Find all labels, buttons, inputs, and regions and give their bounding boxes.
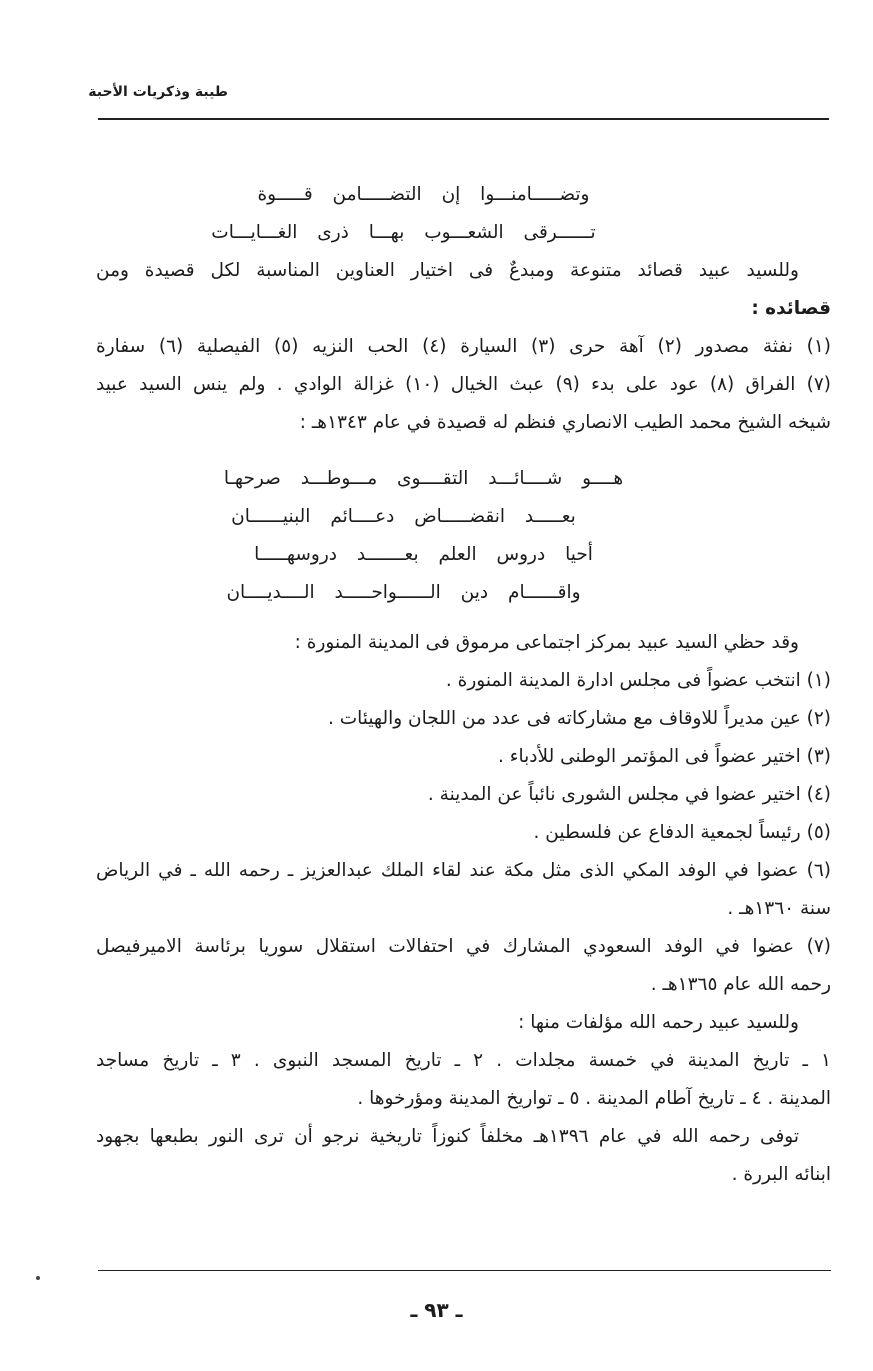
verse1-line1: وتضـــــامنـــوا إن التضـــــامن قـــــوة — [257, 184, 590, 205]
header-rule — [98, 118, 829, 120]
social-item-7: (٧) عضوا في الوفد السعودي المشارك في احتفالات استقلال سوريا برئاسة الاميرفيصل — [96, 936, 831, 957]
social-item-6: (٦) عضوا في الوفد المكي الذى مثل مكة عند لقاء الملك عبدالعزيز ـ رحمه الله ـ في الرياض — [96, 860, 831, 881]
intro-line: قصائده : — [751, 298, 831, 319]
body-text — [96, 176, 831, 1194]
verse2-line: واقــــــام دين الــــــواحـــــد الــــديــــان — [226, 582, 581, 603]
death-line: ابنائه البررة . — [731, 1164, 831, 1185]
social-item: (٣) اختير عضواً فى المؤتمر الوطنى للأدباء . — [498, 746, 831, 767]
works-intro: وللسيد عبيد رحمه الله مؤلفات منها : — [518, 1012, 799, 1033]
verse2-line: هــــو شــــائـــد التقــــوى مـــوطـــد صرحهـا — [223, 468, 624, 489]
works-list-line: ١ ـ تاريخ المدينة في خمسة مجلدات . ٢ ـ تاريخ المسجد النبوى . ٣ ـ تاريخ مساجد — [96, 1050, 831, 1071]
poems-list-line: (٧) الفراق (٨) عود على بدء (٩) عبث الخيال (١٠) غزالة الوادي . ولم ينس السيد عبيد — [96, 374, 831, 395]
works-list-line: المدينة . ٤ ـ تاريخ آطام المدينة . ٥ ـ تواريخ المدينة ومؤرخوها . — [357, 1088, 831, 1109]
death-line: توفى رحمه الله في عام ١٣٩٦هـ مخلفاً كنوزاً تاريخية نرجو أن ترى النور بطبعها بجهود — [96, 1126, 799, 1147]
spacer — [96, 442, 831, 460]
social-intro: وقد حظي السيد عبيد بمركز اجتماعى مرموق فى المدينة المنورة : — [294, 632, 799, 653]
social-item: (٢) عين مديراً للاوقاف مع مشاركاته فى عدد من اللجان والهيئات . — [327, 708, 831, 729]
verse1-line2: تــــــرقى الشعـــوب بهـــا ذرى الغـــايـــات — [211, 222, 596, 243]
poems-list-line: شيخه الشيخ محمد الطيب الانصاري فنظم له قصيدة في عام ١٣٤٣هـ : — [299, 412, 831, 433]
social-item: (٥) رئيساً لجمعية الدفاع عن فلسطين . — [533, 822, 831, 843]
intro-line: وللسيد عبيد قصائد متنوعة ومبدعٌ فى اختيار العناوين المناسبة لكل قصيدة ومن — [96, 260, 799, 281]
page-number: ـ ٩٣ ـ — [410, 1298, 463, 1322]
running-header: طيبة وذكريات الأحبة — [88, 84, 228, 100]
ink-speck — [36, 1276, 40, 1280]
verse2-line: أحيا دروس العلم بعـــــــد دروسهـــــا — [254, 544, 593, 565]
social-item: (١) انتخب عضواً فى مجلس ادارة المدينة المنورة . — [445, 670, 831, 691]
spacer — [96, 612, 831, 624]
poems-list-line: (١) نفثة مصدور (٢) آهة حرى (٣) السيارة (٤) الحب النزيه (٥) الفيصلية (٦) سفارة — [96, 336, 831, 357]
social-item-7-cont: رحمه الله عام ١٣٦٥هـ . — [650, 974, 831, 995]
footer-rule — [98, 1270, 831, 1271]
verse2-line: بعـــــد انقضـــــاض دعــــائم البنيــــــان — [231, 506, 576, 527]
social-item: (٤) اختير عضوا في مجلس الشورى نائباً عن المدينة . — [427, 784, 831, 805]
social-item-6-cont: سنة ١٣٦٠هـ . — [727, 898, 831, 919]
